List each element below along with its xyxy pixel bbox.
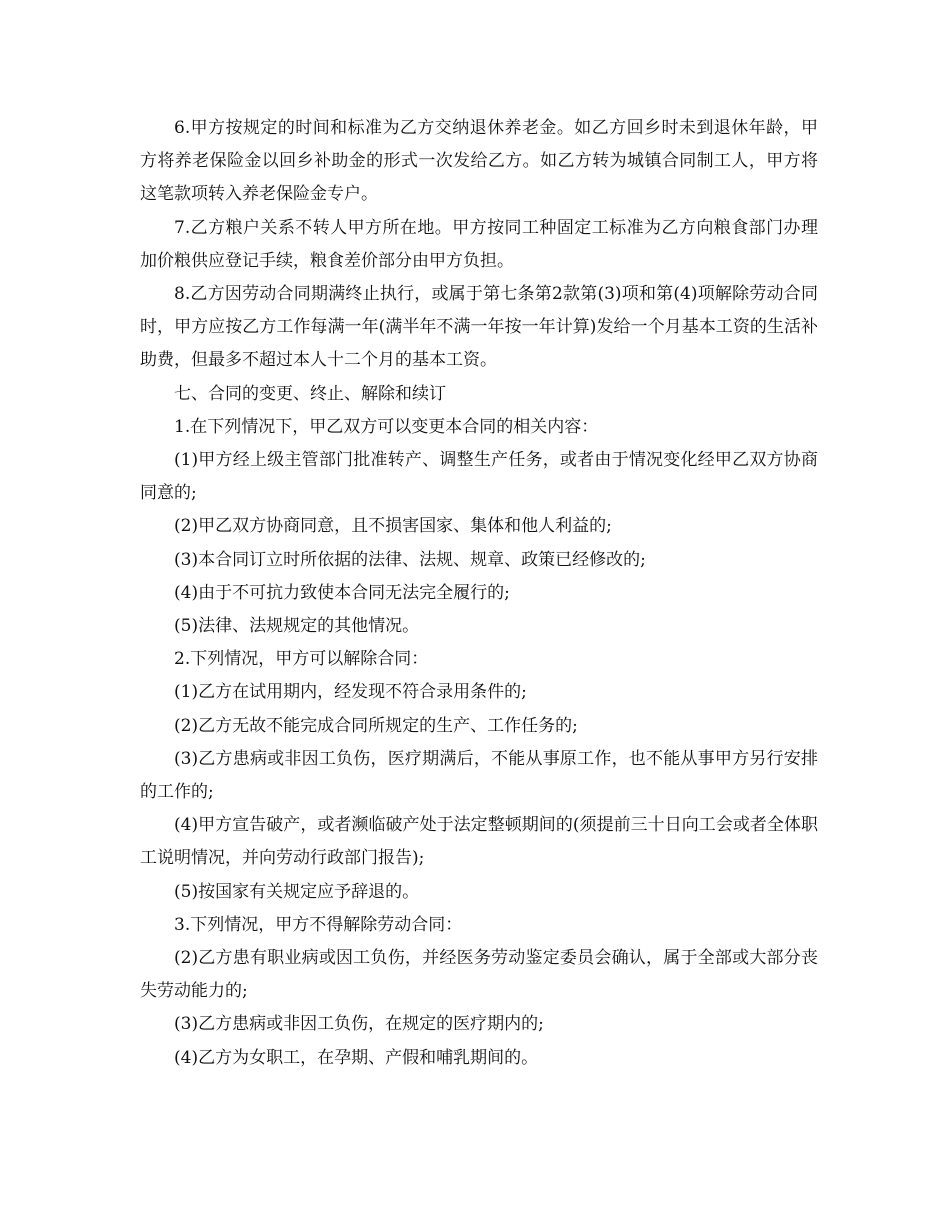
paragraph-8: 8.乙方因劳动合同期满终止执行，或属于第七条第2款第(3)项和第(4)项解除劳动合同时，甲方应按乙方工作每满一年(满半年不满一年按一年计算)发给一个月基本工资的生活补助费，但最多不超过本人十二个月的基本工资。 <box>140 284 818 371</box>
clause-1-item-4: (4)由于不可抗力致使本合同无法完全履行的; <box>174 582 510 603</box>
clause-2-item-5: (5)按国家有关规定应予辞退的。 <box>174 881 420 902</box>
paragraph-6: 6.甲方按规定的时间和标准为乙方交纳退休养老金。如乙方回乡时未到退休年龄，甲方将养老保险金以回乡补助金的形式一次发给乙方。如乙方转为城镇合同制工人，甲方将这笔款项转入养老保险金专户。 <box>140 118 818 205</box>
document-body <box>140 112 818 1075</box>
clause-3-item-4: (4)乙方为女职工，在孕期、产假和哺乳期间的。 <box>174 1047 539 1068</box>
clause-2-item-3: (3)乙方患病或非因工负伤，医疗期满后，不能从事原工作，也不能从事甲方另行安排的工作的; <box>140 748 818 803</box>
clause-2: 2.下列情况，甲方可以解除合同： <box>174 649 429 670</box>
clause-1-item-5: (5)法律、法规规定的其他情况。 <box>174 616 420 637</box>
clause-1-item-2: (2)甲乙双方协商同意，且不损害国家、集体和他人利益的; <box>174 516 612 537</box>
clause-1-item-3: (3)本合同订立时所依据的法律、法规、规章、政策已经修改的; <box>174 549 646 570</box>
clause-1-item-1: (1)甲方经上级主管部门批准转产、调整生产任务，或者由于情况变化经甲乙双方协商同意的; <box>140 450 818 504</box>
clause-2-item-2: (2)乙方无故不能完成合同所规定的生产、工作任务的; <box>174 715 578 736</box>
clause-2-item-4: (4)甲方宣告破产，或者濒临破产处于法定整顿期间的(须提前三十日向工会或者全体职工说明情况，并向劳动行政部门报告); <box>140 815 818 869</box>
clause-3-item-3: (3)乙方患病或非因工负伤，在规定的医疗期内的; <box>174 1014 544 1035</box>
clause-2-item-1: (1)乙方在试用期内，经发现不符合录用条件的; <box>174 682 527 703</box>
clause-1: 1.在下列情况下，甲乙双方可以变更本合同的相关内容： <box>174 416 599 437</box>
section-heading-7: 七、合同的变更、终止、解除和续订 <box>174 383 446 404</box>
clause-3: 3.下列情况，甲方不得解除劳动合同： <box>174 914 463 935</box>
paragraph-7: 7.乙方粮户关系不转人甲方所在地。甲方按同工种固定工标准为乙方向粮食部门办理加价粮供应登记手续，粮食差价部分由甲方负担。 <box>140 217 818 271</box>
clause-3-item-2: (2)乙方患有职业病或因工负伤，并经医务劳动鉴定委员会确认，属于全部或大部分丧失劳动能力的; <box>140 948 818 1002</box>
